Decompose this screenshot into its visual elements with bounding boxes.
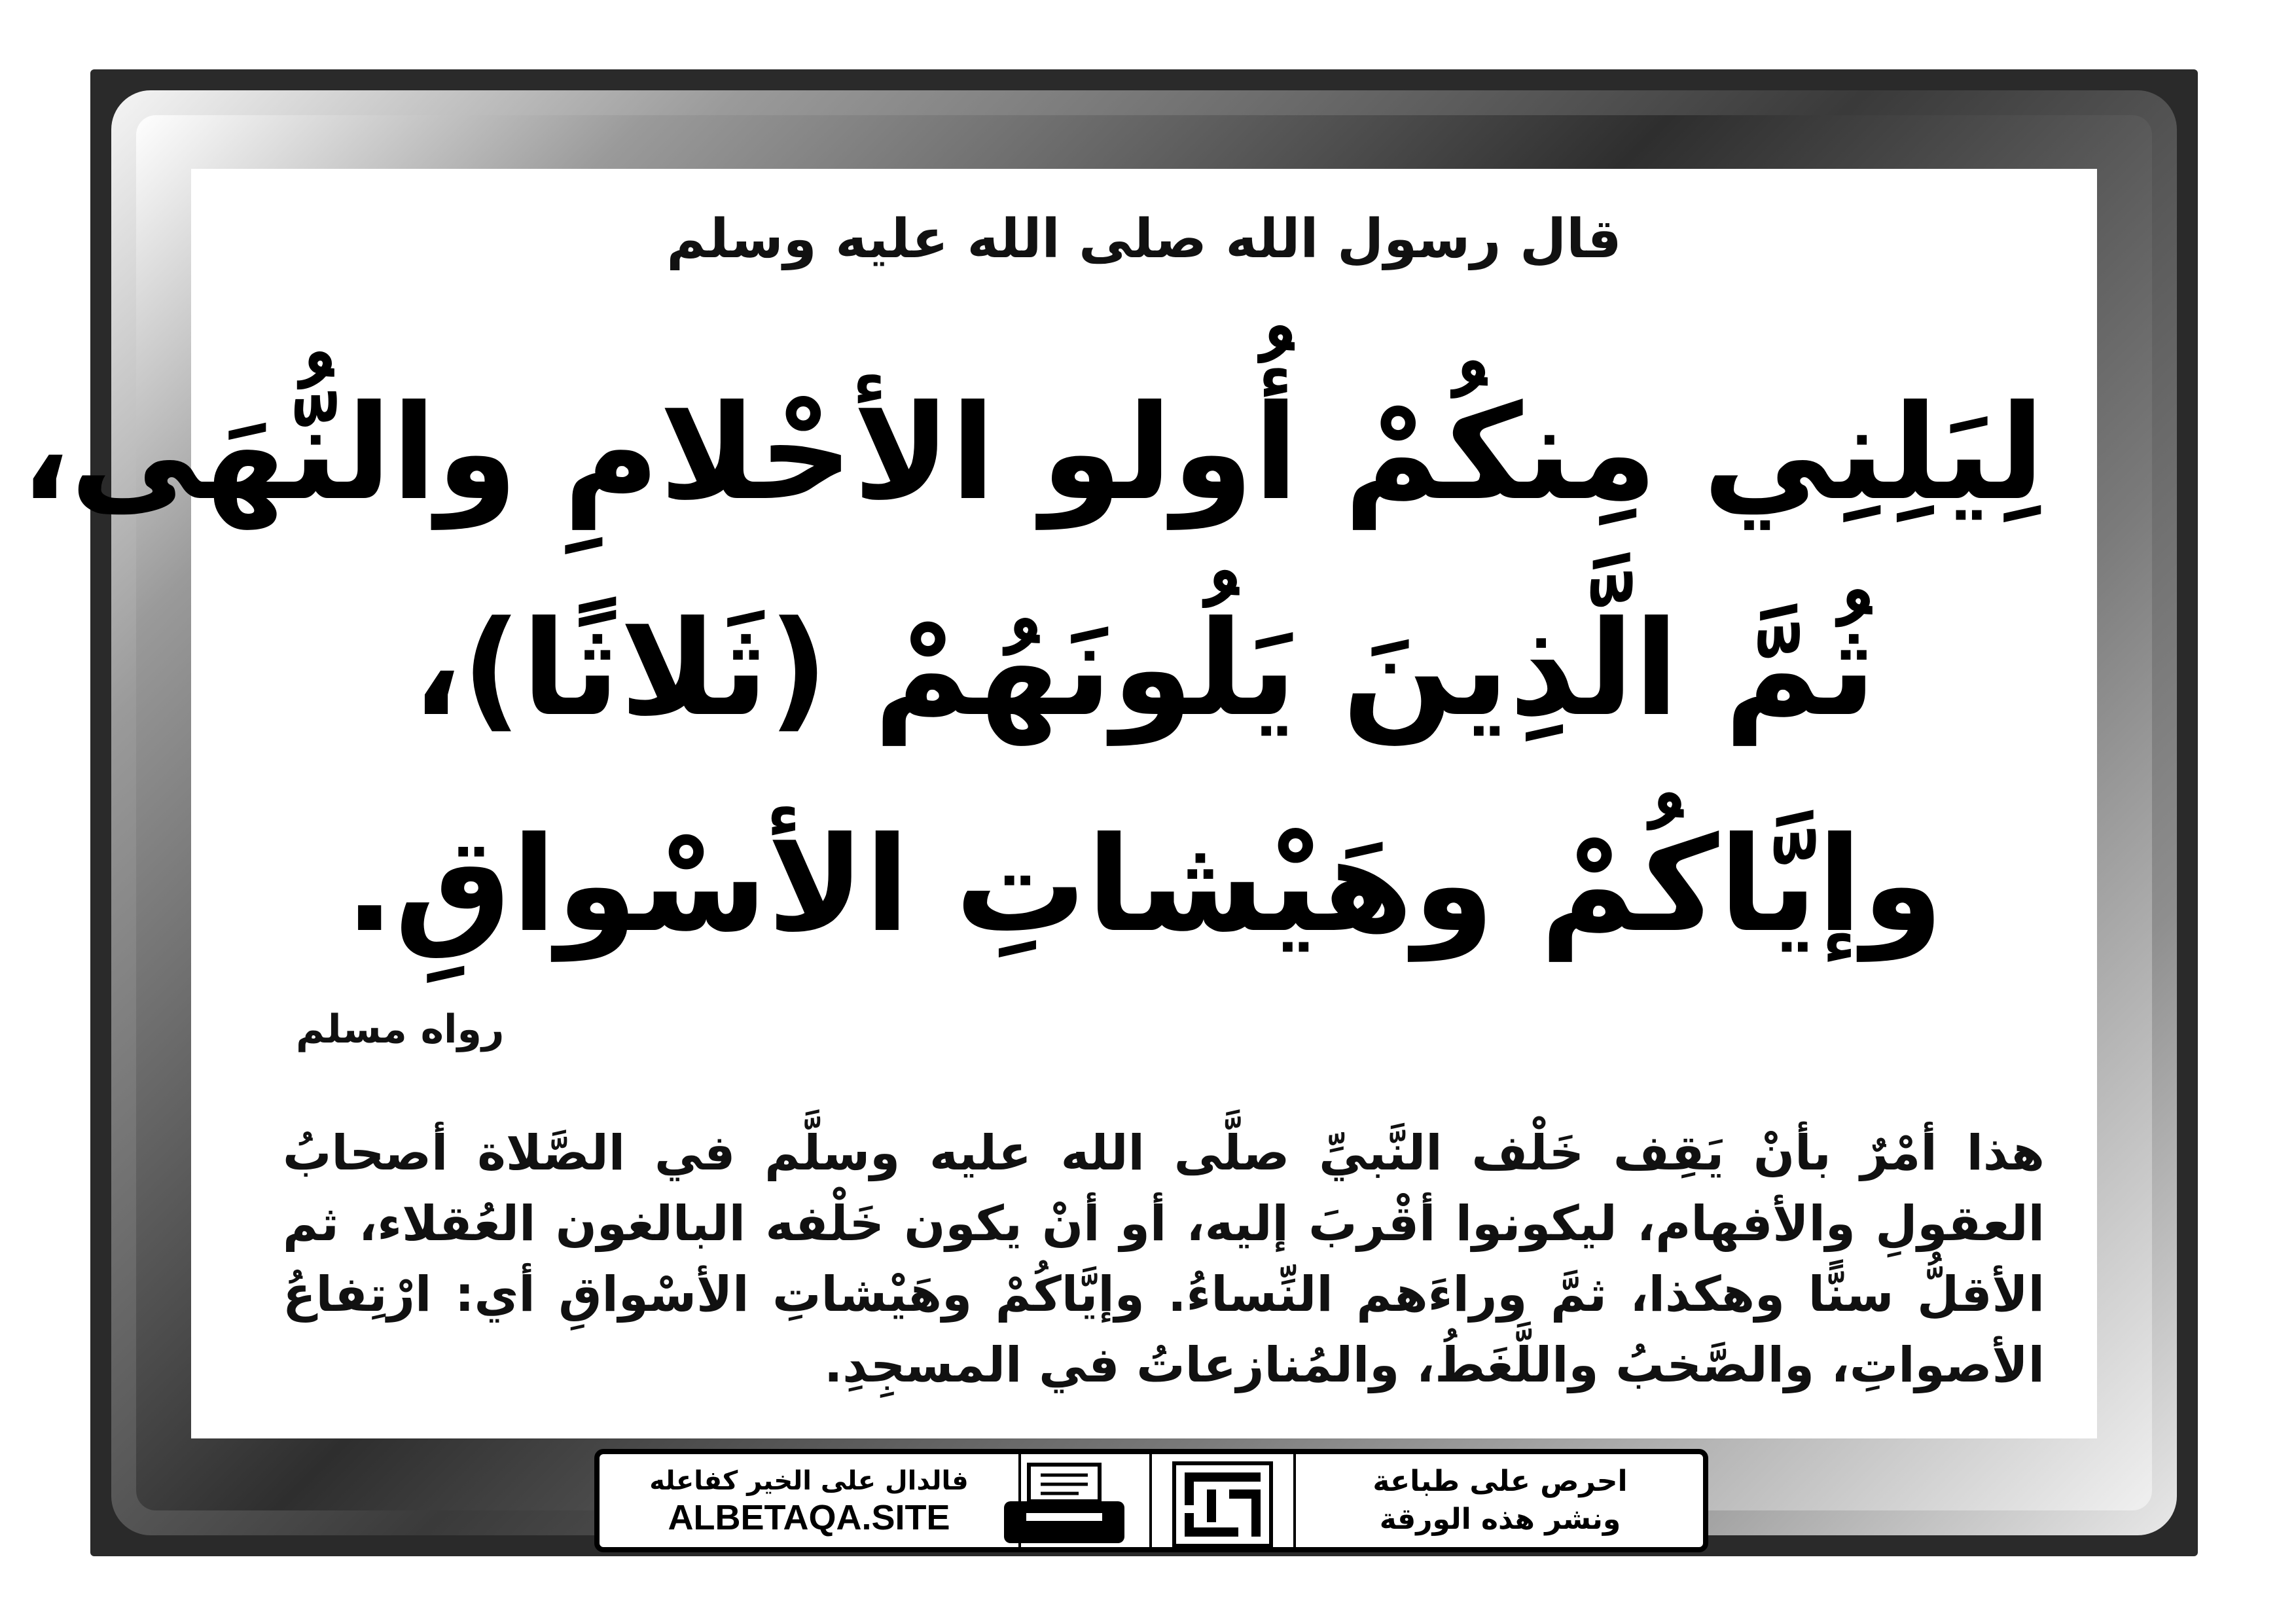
dawah-paper-logo: [1170, 1459, 1275, 1550]
explanation-paragraph: هذا أمْرٌ بأنْ يَقِف خَلْف النَّبيِّ صلَّى الله عليه وسلَّم في الصَّلاة أصحابُ العقولِ والأفهام، ليكونوا أقْربَ إليه، أو أنْ يكون خَلْفه البالغون العُقلاء، ثم الأقلُّ سنًّا وهكذا، ثمَّ وراءَهم النِّساءُ. وإيَّاكُمْ وهَيْشاتِ الأسْواقِ أي: ارْتِفاعُ الأصواتِ، والصَّخبُ واللَّغَطُ، والمُنازعاتُ في المسجِدِ.: [283, 1125, 2045, 1393]
footer-website-block: [600, 1454, 1018, 1547]
website-link[interactable]: ALBETAQA.SITE: [668, 1498, 950, 1537]
footer-divider-right: [1293, 1454, 1296, 1547]
hadith-text: [20, 346, 2045, 993]
hadith-source: رواه مسلم: [296, 1007, 505, 1052]
hadith-line-1: لِيَلِنِي مِنكُمْ أُولو الأحْلامِ والنُّهَى،: [20, 377, 2045, 529]
footer-banner: [594, 1449, 1708, 1552]
printer-icon: [1000, 1462, 1128, 1547]
footer-proverb: فالدال على الخير كفاعله: [649, 1466, 969, 1496]
hadith-line-2: ثُمَّ الَّذِينَ يَلُونَهُمْ (ثَلاثًا)،: [412, 593, 1876, 745]
page-title: قال رسول الله صلى الله عليه وسلم: [666, 208, 1622, 270]
content-panel: [20, 169, 2097, 1438]
footer-print-line-2: ونشر هذه الورقة: [1379, 1503, 1621, 1536]
hadith-line-3: وإيَّاكُمْ وهَيْشاتِ الأسْواقِ.: [344, 809, 1944, 961]
footer-divider-middle: [1149, 1454, 1152, 1547]
footer-print-line-1: احرص على طباعة: [1372, 1465, 1628, 1498]
footer-print-block: [1297, 1454, 1703, 1547]
